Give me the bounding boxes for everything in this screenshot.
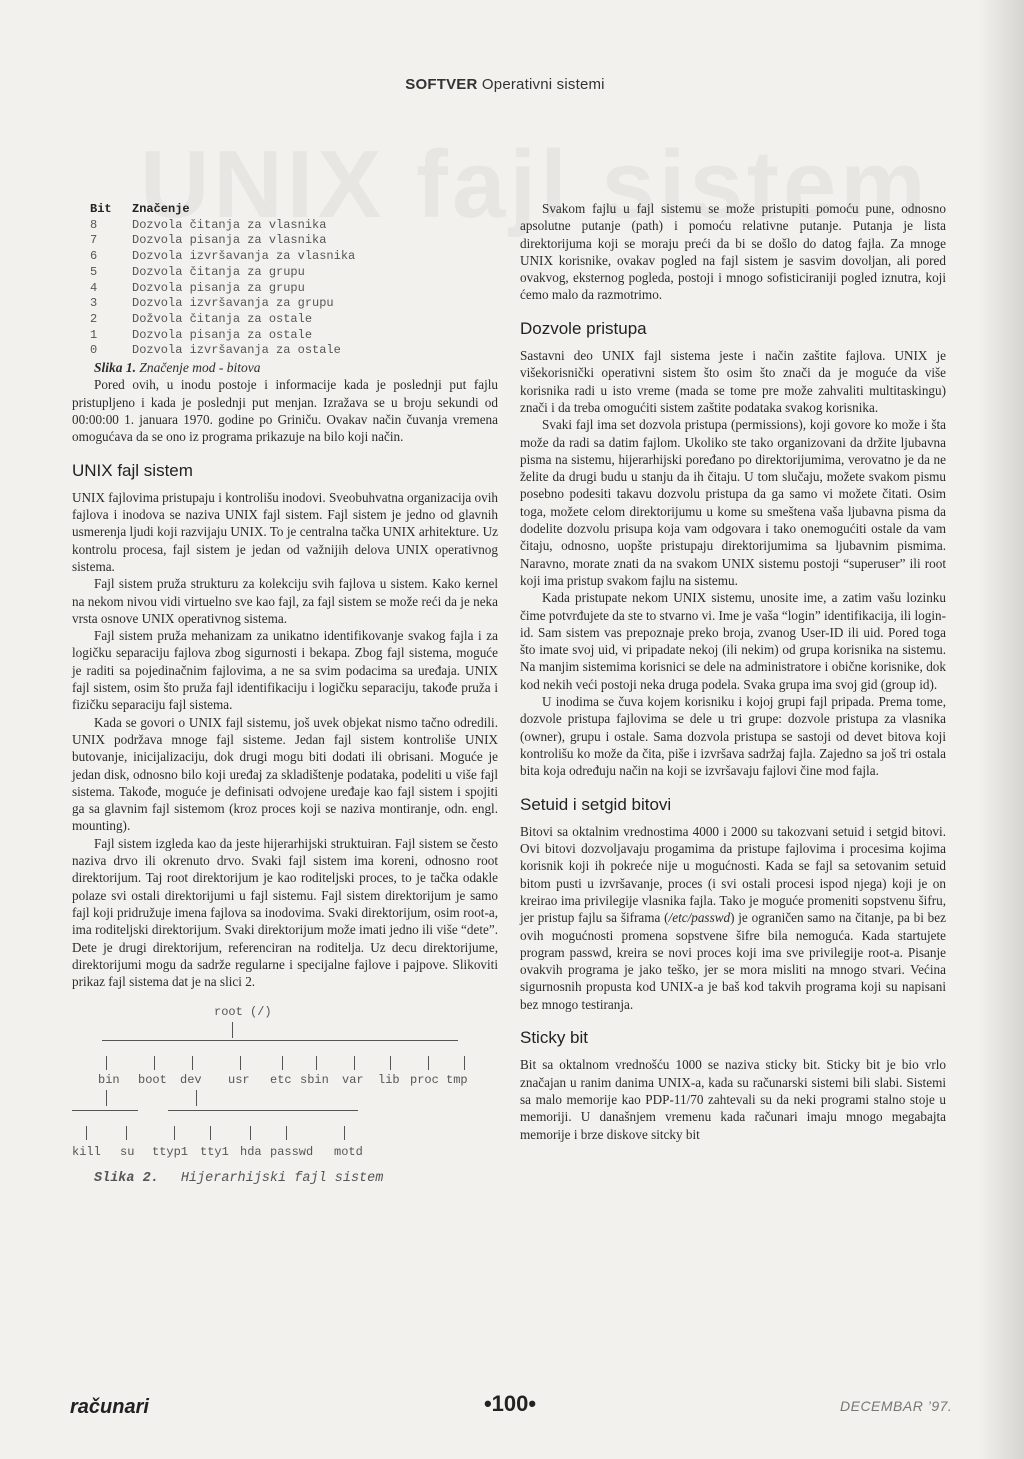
tree-connector	[154, 1056, 155, 1070]
table-row	[90, 265, 355, 281]
tree-connector	[106, 1056, 107, 1070]
paragraph: Bit sa oktalnom vrednošću 1000 se naziva sticky bit. Sticky bit je bio vrlo značajan u ranim danima UNIX-a, kada su računarski sistemi bili slabi. Sistemi sa malo memorije kao PDP-11/70 zahtevali su da neki programi stalno stoje u memoriji. U današnjem vremenu kada računari imaju mnogo megabajta memorije i brze diskove sitcky bit	[520, 1057, 946, 1142]
figure-1-text: Značenje mod - bitova	[136, 360, 261, 376]
paragraph: Svakom fajlu u fajl sistemu se može pristupiti pomoću pune, odnosno apsolutne putanje (path) i pomoću relativne putanje. Putanja je lista direktorijuma koji se moraju preći da bi se došlo do datog fajla. Za mnoge UNIX korisnike, ovakav pogled na fajl sistem je sasvim dovoljan, ali pored ovakvog, eksternog pogleda, postoji i mnogo sofisticiraniji pogled iznutra, koji ćemo malo da razmotrimo.	[520, 201, 946, 303]
tree-connector	[344, 1126, 345, 1140]
tree-connector	[354, 1056, 355, 1070]
figure-1-label: Slika 1.	[94, 360, 137, 376]
left-column	[72, 200, 498, 1200]
tree-node-root: root (/)	[214, 1005, 272, 1020]
paragraph: UNIX fajlovima pristupaju i kontrolišu inodovi. Sveobuhvatna organizacija ovih fajlova i inodova se naziva UNIX fajl sistem. Fajl sistem je jedno od glavnih usmerenja ljudi koji razvijaju UNIX. To je centralna tačka UNIX arhitekture. Uz kontrolu procesa, fajl sistem je jedan od važnijih delova UNIX operativnog sistema.	[72, 489, 498, 574]
tree-connector	[210, 1126, 211, 1140]
tree-node: ttyp1	[152, 1145, 189, 1160]
table-row	[90, 249, 355, 265]
bit-meaning: Dozvola izvršavanja za grupu	[132, 296, 334, 311]
filesystem-tree-diagram	[72, 1004, 498, 1200]
bit-meaning: Dozvola čitanja za grupu	[132, 264, 305, 279]
tree-connector	[72, 1110, 138, 1111]
tree-connector	[316, 1056, 317, 1070]
table-row	[90, 296, 355, 312]
paragraph: Kada pristupate nekom UNIX sistemu, unosite ime, a zatim vašu lozinku čime potvrđujete da ste to stvarno vi. Ime je vaša “login” identifikacija, ili login-id. Sam sistem vas prepoznaje preko broja, zvanog User-ID ili uid. Pored toga što imate svoj uid, vi pripadate nekoj (ili nekim) od grupa korisnika na sistemu. Na manjim sistemima korisnici se dele na administratore i obične korisnike, dok kod nekih veći postoji neka druga podela. Svaka grupa ima svoj gid (group id).	[520, 590, 946, 692]
header-section: SOFTVER	[405, 76, 478, 93]
bit-meaning: Dozvola izvršavanja za ostale	[132, 343, 341, 358]
figure-1-caption	[72, 359, 498, 376]
tree-node: tmp	[446, 1073, 468, 1088]
figure-2-caption	[72, 1170, 384, 1187]
paragraph-part: ) je ograničen samo na čitanje, pa bi bez ovih mogućnosti promena sopstvene šifre bila nemoguća. Kada startujete program passwd, kreira se novi proces koji ima sve privilegije root-a. Pisanje ovakvih programa je jako teško, jer se mora misliti na mnogo stvari. Većina sigurnosnih propusta kod UNIX-a je baš kod takvih programa koji su napisani bez mnogo testiranja.	[520, 910, 946, 1012]
tree-node: var	[342, 1073, 364, 1088]
page-edge-shadow	[978, 0, 1024, 1459]
passwd-path: /etc/passwd	[668, 910, 731, 926]
tree-node: boot	[138, 1073, 167, 1088]
paragraph: Pored ovih, u inodu postoje i informacije kada je poslednji put fajlu pristupljeno i kada je poslednji put menjan. Izražava se u broju sekundi od 00:00:00 1. januara 1970. godine po Griniču. Ovakav način čuvanja vremena omogućava da se ono iz programa prikazuje na bilo koji način.	[72, 377, 498, 445]
bit-number: 4	[90, 280, 98, 295]
figure-2-text: Hijerarhijski fajl sistem	[180, 1171, 384, 1187]
table-row	[90, 218, 355, 234]
paragraph: Svaki fajl ima set dozvola pristupa (permissions), koji govore ko može i šta može da radi sa datim fajlom. Ukoliko ste tako organizovani da držite ljubavna pisma na sistemu, hijerarhijski poređano po direktorijumima, verovatno je da ne želite da drugi budu u stanju da ih čitaju. U tom slučaju, možete svakom pismu posebno podesiti takavu dozvolu pristupa da ga samo vi možete čitati. Osim toga, možete celom direktorijumu u kome su smeštena vaša ljubavna pisma da dodelite dozvolu prisupa koja vam odgovara i tako onemogućiti ostale da vam čitaju, odnosno, uopšte pristupaju direktorijumima sa ljubavnim pismima. Naravno, morate znati da na svakom UNIX sistemu postoji “superuser” ili root koji ima pristup svakom fajlu na sistemu.	[520, 417, 946, 588]
tree-connector	[282, 1056, 283, 1070]
tree-node: motd	[334, 1145, 363, 1160]
tree-node: usr	[228, 1073, 250, 1088]
tree-connector	[174, 1126, 175, 1140]
tree-connector	[428, 1056, 429, 1070]
paragraph	[520, 823, 946, 1013]
bit-number: 7	[90, 233, 98, 248]
section-heading-setuid-setgid: Setuid i setgid bitovi	[520, 794, 672, 814]
paragraph: Fajl sistem pruža mehanizam za unikatno identifikovanje svakog fajla i za logičku separaciju fajlova zbog sigurnosti i bekapa. Zbog fajl sistema, moguće je raditi sa pojedinačnim fajlovima, a ne sa svim podacima sa uređaja. UNIX fajl sistem, osim što pruža fajl identifikaciju i logičku separaciju, takođe pruža i fizičku separaciju fajl sistema.	[72, 628, 498, 713]
bit-number: 1	[90, 327, 98, 342]
tree-node: su	[120, 1145, 135, 1160]
bit-meaning: Dozvola pisanja za vlasnika	[132, 233, 327, 248]
paragraph: U inodima se čuva kojem korisniku i kojoj grupi fajl pripada. Prema tome, dozvole pristupa fajlovima se dele u tri grupe: dozvole pristupa za vlasnika (owner), grupu i ostale. Sama dozvola pristupa se sastoji od devet bitova koji kontrolišu ko može da čita, piše i izvršava sadržaj fajla. Zajedno sa još tri ostala bita koja određuju način na koji se izvršavaju fajlovi čine mod fajla.	[520, 694, 946, 779]
tree-node: lib	[378, 1073, 400, 1088]
section-heading-dozvole-pristupa: Dozvole pristupa	[520, 318, 647, 338]
table-row	[90, 328, 355, 344]
tree-connector	[86, 1126, 87, 1140]
bit-number: 2	[90, 311, 98, 326]
bit-number: 0	[90, 343, 98, 358]
paragraph: Fajl sistem izgleda kao da jeste hijerarhijski struktuiran. Fajl sistem se često naziva drvo ili okrenuto drvo. Svaki fajl sistem ima koreni, odnosno root direktorijum. Taj root direktorijum je kao roditeljski proces, to je tačka odakle polaze svi ostali direktorijumi u fajl sistemu. Fajl sistem direktorijum je samo fajl koji pridružuje imena fajlova sa inodovima. Svaki direktorijum, osim root-a, ima roditeljski direktorijum. Svaki direktorijum može imati jedno ili više “dete”. Dete je drugi direktorijum, referenciran na roditelja. Uz decu direktorijume, direktorijumi mogu da sadrže regularne i specijalne fajlove i pajpove. Slikoviti prikaz fajl sistema dat je na slici 2.	[72, 835, 498, 990]
bit-meaning: Dozvola pisanja za grupu	[132, 280, 305, 295]
paragraph-part: Bitovi sa oktalnim vrednostima 4000 i 2000 su takozvani setuid i setgid bitovi. Ovi bitovi dozvoljavaju progamima da pristupe fajlovima i procesima kojima korisnik koji ih pokreće nije u mogućnosti. Kada se fajl sa setovanim setuid bitom pusti u izvršavanje, proces (i svi ostali procesi ispod njega) koji je on kreirao ima privilegije vlasnika fajla. Tako je moguće promeniti sopstvenu šifru, jer pristup fajlu sa šiframa (	[520, 823, 946, 926]
bit-meaning: Dozvola pisanja za ostale	[132, 327, 313, 342]
tree-connector	[390, 1056, 391, 1070]
tree-connector	[232, 1022, 233, 1038]
tree-connector	[102, 1040, 458, 1041]
section-heading-sticky-bit: Sticky bit	[520, 1028, 589, 1048]
tree-node: bin	[98, 1073, 120, 1088]
tree-node: sbin	[300, 1073, 329, 1088]
table-row	[90, 281, 355, 297]
tree-connector	[286, 1126, 287, 1140]
tree-node: passwd	[270, 1145, 314, 1160]
bit-meaning: Dožvola čitanja za ostale	[132, 311, 313, 326]
tree-connector	[250, 1126, 251, 1140]
bit-table-col-meaning: Značenje	[132, 202, 190, 216]
tree-node: tty1	[200, 1145, 229, 1160]
tree-connector	[106, 1090, 107, 1106]
tree-node: proc	[410, 1073, 439, 1088]
tree-connector	[192, 1056, 193, 1070]
tree-node: hda	[240, 1145, 262, 1160]
tree-connector	[240, 1056, 241, 1070]
footer-page-number: •100•	[483, 1391, 537, 1416]
tree-connector	[464, 1056, 465, 1070]
footer-magazine-brand: računari	[70, 1396, 149, 1418]
tree-node: etc	[270, 1073, 292, 1088]
table-row	[90, 233, 355, 249]
table-row	[90, 312, 355, 328]
right-column	[520, 200, 946, 1143]
bit-number: 3	[90, 296, 98, 311]
bit-table-header	[90, 202, 355, 218]
tree-connector	[126, 1126, 127, 1140]
tree-connector	[168, 1110, 358, 1111]
bit-meaning-table	[90, 202, 355, 359]
paragraph: Kada se govori o UNIX fajl sistemu, još uvek objekat nismo tačno odredili. UNIX podržava mnoge fajl sisteme. Jedan fajl sistem kontroliše UNIX butovanje, inicijalizaciju, dok drugi mogu biti dodati ili obrisani. Moguće je jedan disk, odnosno bilo koji uređaj za skladištenje podataka, podeliti u više fajl sistema. Takođe, moguće je definisati odvojene uređaje kao fajl sistem i spojiti ga sa glavnim fajl sistemom (kroz proces koji se naziva montiranje, odn. engl. mounting).	[72, 714, 498, 834]
bit-number: 5	[90, 264, 98, 279]
paragraph: Sastavni deo UNIX fajl sistema jeste i način zaštite fajlova. UNIX je višekorisnički operativni sistem što osim što znači da je moguće da više korisnika radi u isto vreme (mada se tome pre može zahvaliti multitaskingu) znači i da treba omogućiti sistem zaštite podataka svakog korisnika.	[520, 348, 946, 415]
bit-number: 6	[90, 249, 98, 264]
footer-issue-date: DECEMBAR ’97.	[840, 1398, 953, 1414]
bit-table-col-bit: Bit	[90, 202, 112, 216]
table-row	[90, 343, 355, 359]
figure-2-label: Slika 2.	[94, 1171, 159, 1187]
tree-node: dev	[180, 1073, 202, 1088]
bit-meaning: Dozvola izvršavanja za vlasnika	[132, 249, 356, 264]
tree-node: kill	[72, 1145, 101, 1160]
section-heading-unix-fajl-sistem: UNIX fajl sistem	[72, 460, 193, 480]
bit-meaning: Dozvola čitanja za vlasnika	[132, 217, 327, 232]
paragraph: Fajl sistem pruža strukturu za kolekciju svih fajlova u sistem. Kako kernel na nekom nivou vidi virtuelno sve kao fajl, za fajl sistem se može reći da je neka vrsta osnove UNIX operativnog sistema.	[72, 576, 498, 626]
header-topic: Operativni sistemi	[481, 76, 605, 93]
bit-number: 8	[90, 217, 98, 232]
tree-connector	[196, 1090, 197, 1106]
page-header	[0, 76, 1010, 93]
